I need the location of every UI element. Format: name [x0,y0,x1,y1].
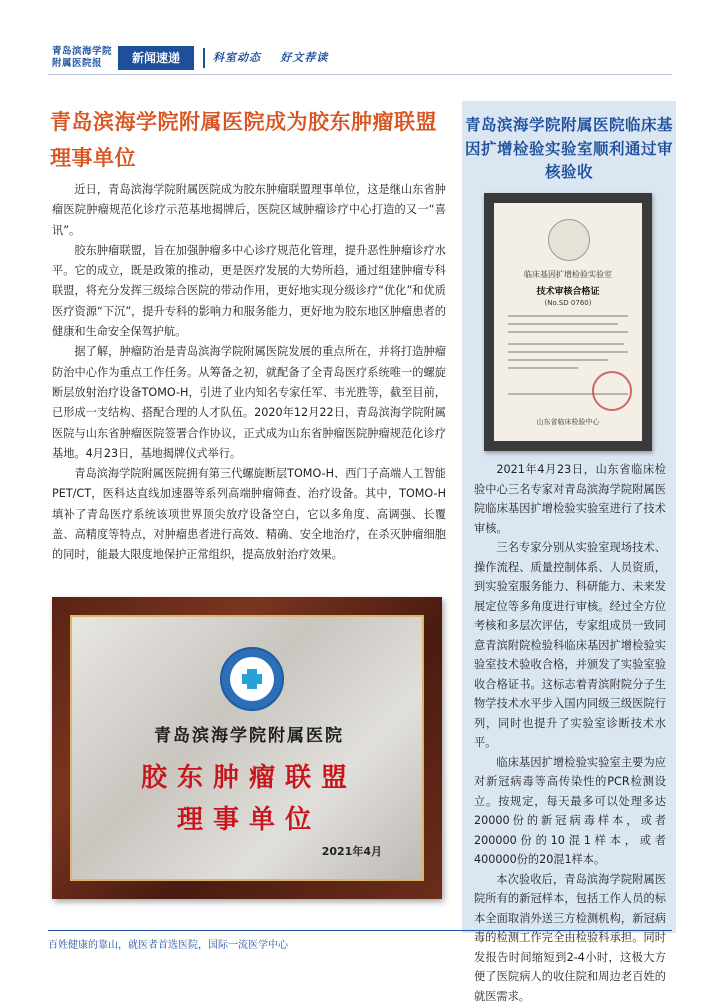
plaque-line-2: 理事单位 [72,799,426,836]
certificate-text-line [508,343,624,345]
certificate-number: (No.SD 0760) [494,299,642,307]
article-body [52,180,446,566]
sidebar-paragraph: 临床基因扩增检验实验室主要为应对新冠病毒等高传染性的PCR检测设立。按规定，每天最多可以处理多达20000份的新冠病毒样本，或者200000份的10混1样本，或者400000份的20混1样本。 [474,753,666,870]
certificate-text-line [508,323,618,325]
article-paragraph: 胶东肿瘤联盟，旨在加强肿瘤多中心诊疗规范化管理，提升恶性肿瘤诊疗水平。它的成立，既是政策的推动，更是医疗发展的大势所趋，通过组建肿瘤专科联盟，将充分发挥三级综合医院的带动作用，更好地实现分级诊疗“优化”和优质医疗资源“下沉”，提升专科的影响力和服务能力，更好地为胶东地区肿瘤患者的健康和生命安全保驾护航。 [52,241,446,342]
section-tab-news[interactable]: 新闻速递 [118,46,194,70]
plaque-date: 2021年4月 [322,843,382,859]
certificate-text-line [508,315,628,317]
header-divider [203,48,205,68]
certificate-heading: 临床基因扩增检验实验室 [494,269,642,280]
article-paragraph: 近日，青岛滨海学院附属医院成为胶东肿瘤联盟理事单位，这是继山东省肿瘤医院肿瘤规范化诊疗示范基地揭牌后，医院区域肿瘤诊疗中心打造的又一“喜讯”。 [52,180,446,241]
sidebar-title: 青岛滨海学院附属医院临床基因扩增检验实验室顺利通过审核验收 [462,114,676,185]
certificate-paper [494,203,642,441]
sidebar-paragraph: 本次验收后，青岛滨海学院附属医院所有的新冠样本，包括工作人员的标本全面取消外送三方检测机构，新冠病毒的检测工作完全由检验科承担。同时发报告时间缩短到2-4小时，这极大方便了医院病人的收住院和周边老百姓的就医需求。 [474,870,666,1006]
certificate-emblem-icon [548,219,590,261]
certificate-issuer: 山东省临床检验中心 [494,417,642,427]
plaque-face [70,615,424,881]
footer-rule [48,930,672,931]
plaque-hospital-name: 青岛滨海学院附属医院 [72,721,426,746]
certificate-text-line [508,367,578,369]
sidebar-body [474,460,666,1006]
plaque-line-1: 胶东肿瘤联盟 [72,757,426,794]
certificate-stamp-icon [592,371,632,411]
logo-line-1: 青岛滨海学院 [52,46,116,58]
certificate-text-line [508,359,608,361]
sidebar-paragraph: 2021年4月23日，山东省临床检验中心三名专家对青岛滨海学院附属医院临床基因扩增检验实验室进行了技术审核。 [474,460,666,538]
plaque-photo [52,597,442,899]
header-slogan: 科室动态 好文荐读 [213,49,328,65]
sidebar-news [462,101,676,933]
logo-line-2: 附属医院报 [52,58,116,70]
header-rule [48,74,672,75]
certificate-subheading: 技术审核合格证 [494,284,642,297]
article-title: 青岛滨海学院附属医院成为胶东肿瘤联盟理事单位 [50,104,446,176]
certificate-text-line [508,351,628,353]
certificate-text-line [508,331,628,333]
certificate-photo [484,193,652,451]
footer-slogan: 百姓健康的靠山，就医者首选医院，国际一流医学中心 [48,936,288,951]
sidebar-paragraph: 三名专家分别从实验室现场技术、操作流程、质量控制体系、人员资质，到实验室服务能力、科研能力、未来发展定位等多角度进行审核。经过全方位考核和多层次评估，专家组成员一致同意青滨附院检验科临床基因扩增检验实验室技术验收合格，并颁发了实验室验收合格证书。这标志着青滨附院分子生物学技术水平步入国内同级三级医院行列，同时也提升了实验室诊断技术水平。 [474,538,666,753]
newspaper-logo [52,46,116,70]
alliance-emblem-icon [220,647,284,711]
article-paragraph: 青岛滨海学院附属医院拥有第三代螺旋断层TOMO-H、西门子高端人工智能PET/CT，医科达直线加速器等系列高端肿瘤筛查、治疗设备。其中，TOMO-H填补了青岛医疗系统该项世界顶尖放疗设备空白，它以多角度、高调强、长覆盖、高精度等特点，对肿瘤患者进行高效、精确、安全地治疗，在杀灭肿瘤细胞的同时，能最大限度地保护正常组织，提高放射治疗效果。 [52,464,446,565]
page-header [0,0,720,78]
article-paragraph: 据了解，肿瘤防治是青岛滨海学院附属医院发展的重点所在，并将打造肿瘤防治中心作为重点工作任务。从筹备之初，就配备了全青岛医疗系统唯一的螺旋断层放射治疗设备TOMO-H，引进了业内知名专家任军、韦光胜等，截至目前，已形成一支结构、搭配合理的人才队伍。2020年12月22日，青岛滨海学院附属医院与山东省肿瘤医院签署合作协议，正式成为山东省肿瘤医院肿瘤规范化诊疗基地。4月23日，基地揭牌仪式举行。 [52,342,446,464]
